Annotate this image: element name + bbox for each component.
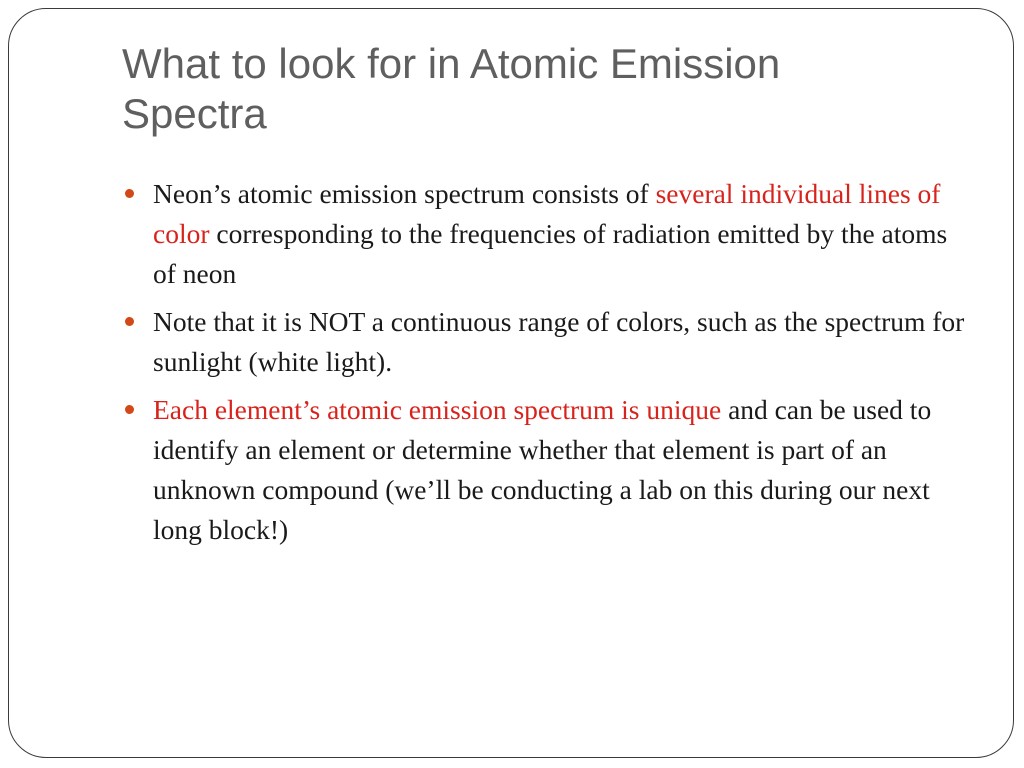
bullet-item xyxy=(125,174,965,294)
bullet-item xyxy=(125,302,965,382)
bullet-icon xyxy=(125,405,134,414)
slide-frame xyxy=(8,8,1014,758)
bullet-icon xyxy=(125,189,134,198)
highlighted-text-segment: several individual lines of color xyxy=(153,178,941,249)
bullet-list xyxy=(125,174,965,558)
bullet-icon xyxy=(125,317,134,326)
bullet-text-segment: corresponding to the frequencies of radiation emitted by the atoms of neon xyxy=(153,218,948,289)
bullet-text-segment: and can be used to identify an element or determine whether that element is part of an unknown compound (we’ll be conducting a lab on this during our next long block!) xyxy=(153,394,932,545)
highlighted-text-segment: Each element’s atomic emission spectrum is unique xyxy=(153,394,722,425)
bullet-text-segment: Neon’s atomic emission spectrum consists of xyxy=(153,178,656,209)
bullet-item xyxy=(125,390,965,550)
slide-title: What to look for in Atomic Emission Spectra xyxy=(122,40,781,137)
bullet-text-segment: Note that it is NOT a continuous range of colors, such as the spectrum for sunlight (white light). xyxy=(153,306,965,377)
